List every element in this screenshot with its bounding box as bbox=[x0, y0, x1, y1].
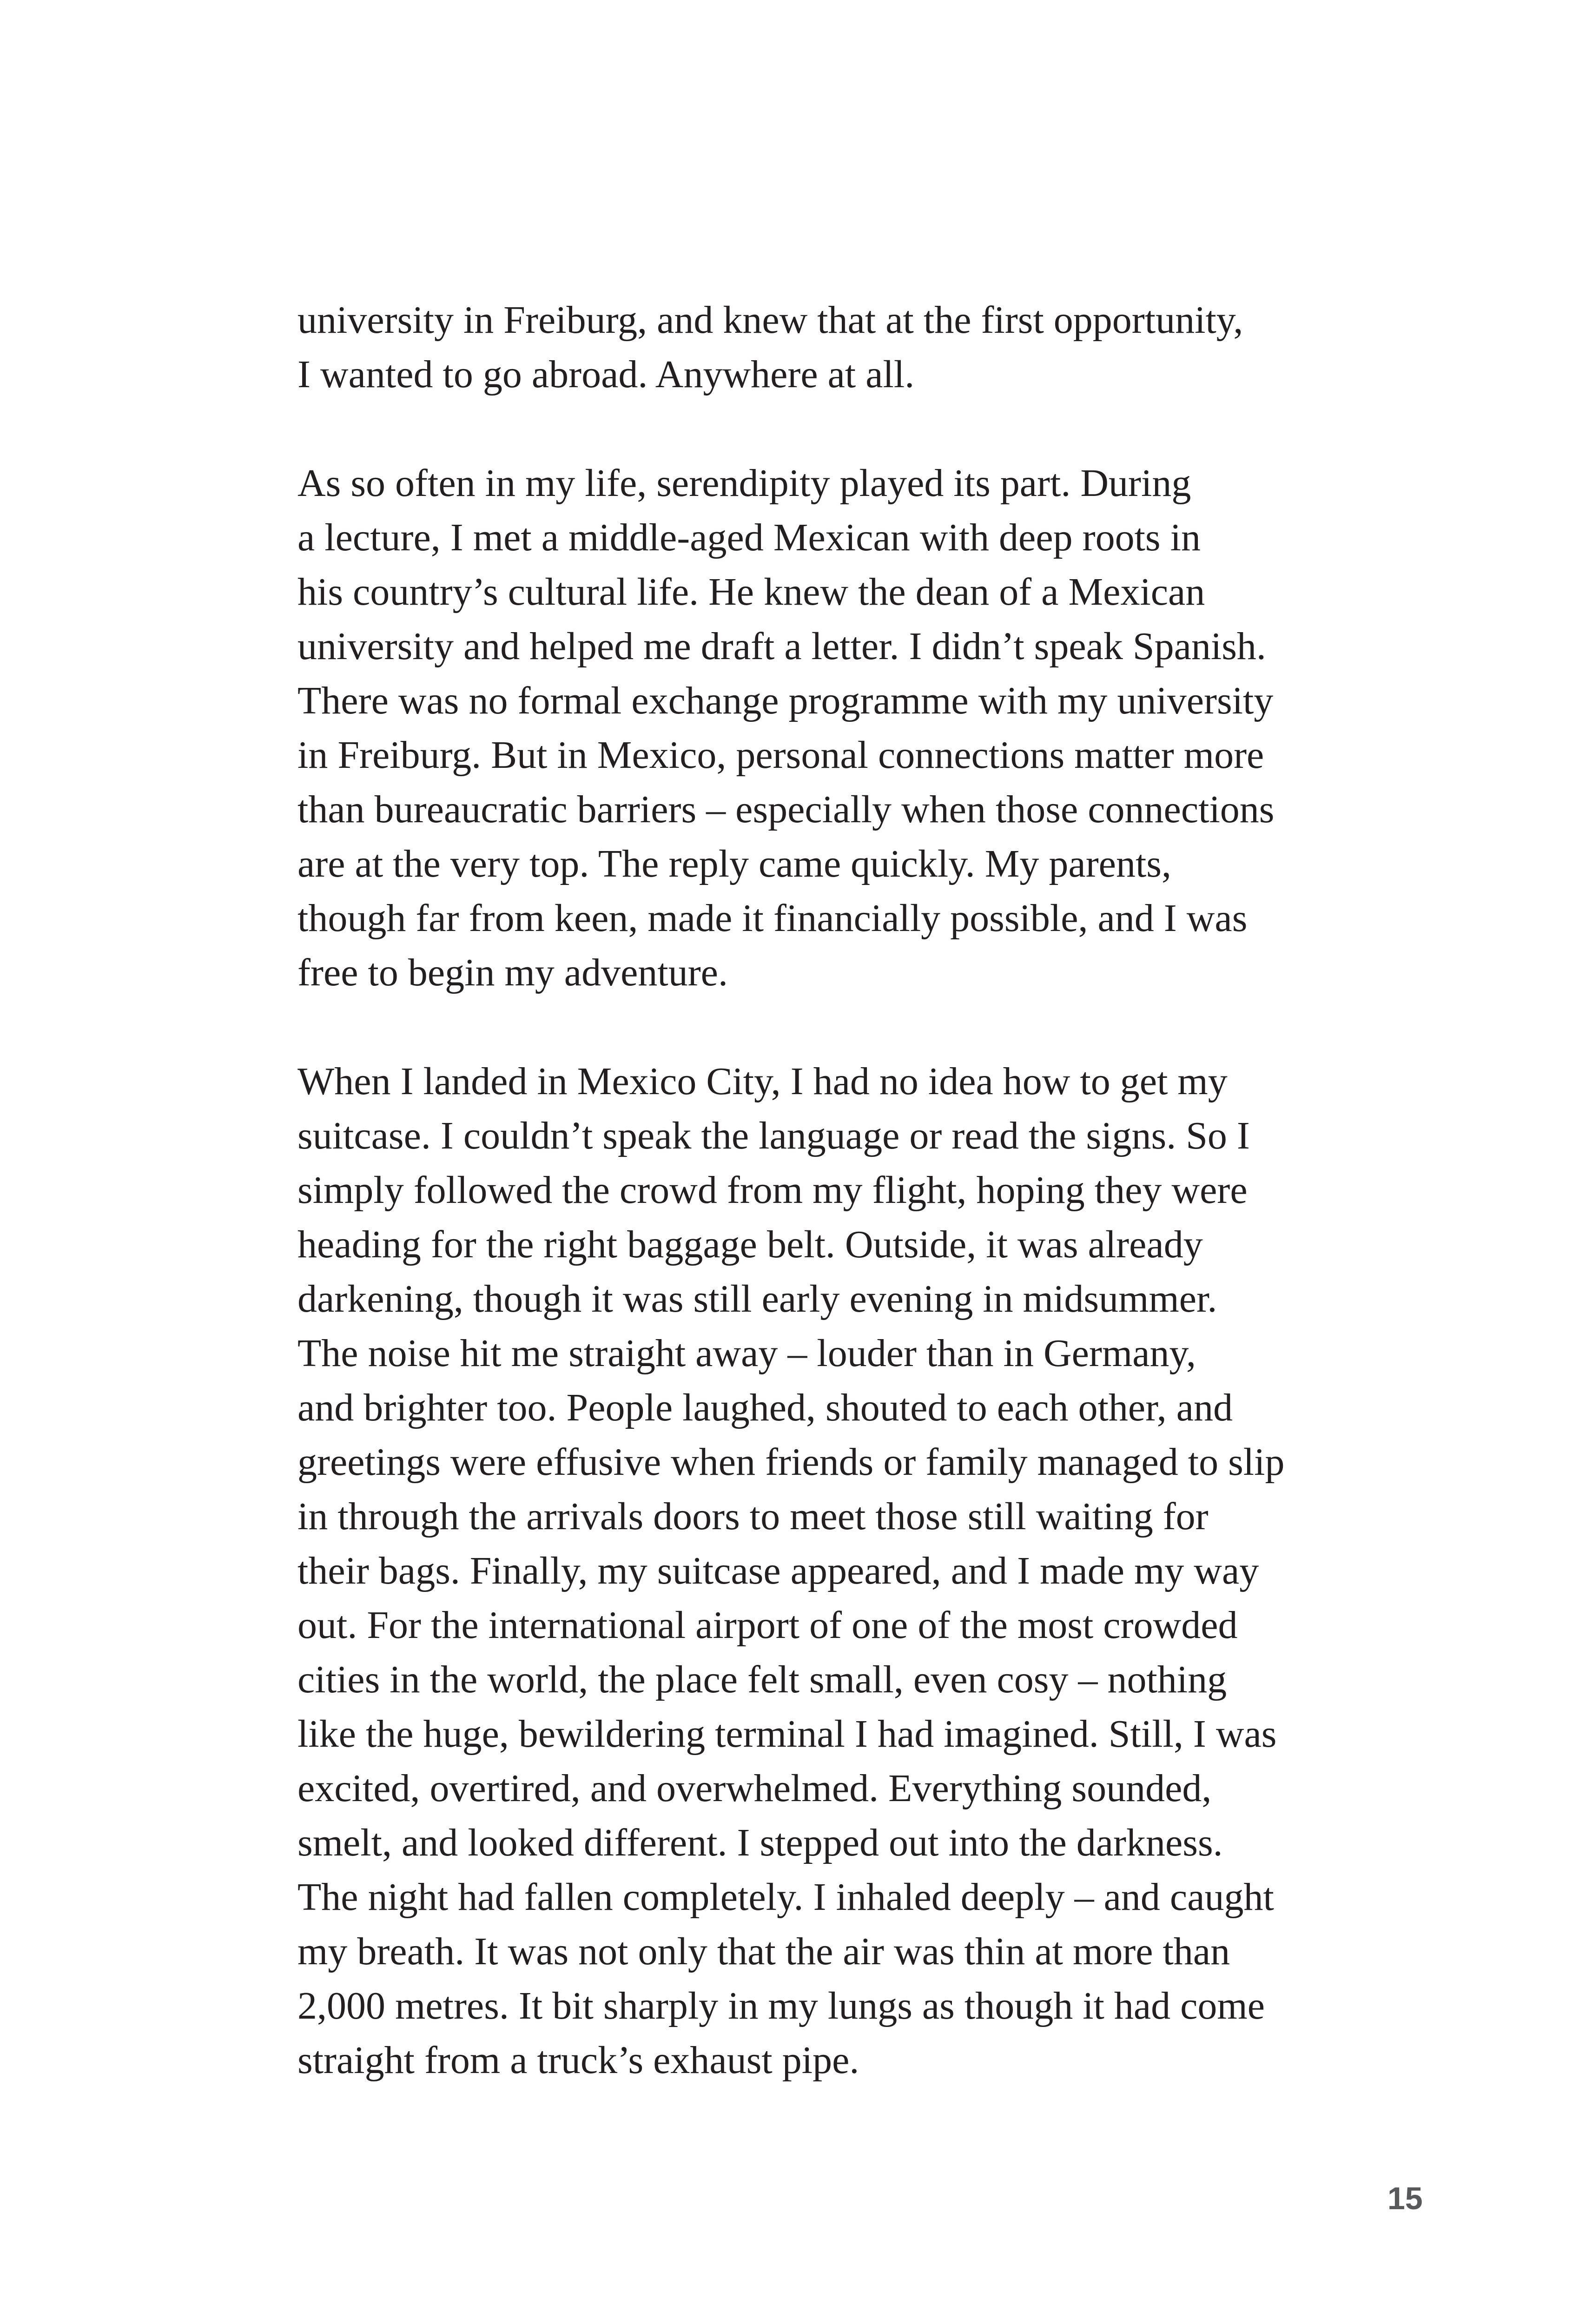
paragraph-2 bbox=[297, 456, 1367, 1000]
text-line: heading for the right baggage belt. Outside, it was already bbox=[297, 1223, 1203, 1266]
text-line: in Freiburg. But in Mexico, personal connections matter more bbox=[297, 733, 1264, 777]
text-line: As so often in my life, serendipity played its part. During bbox=[297, 462, 1191, 505]
page-number: 15 bbox=[1387, 2181, 1423, 2216]
text-line: free to begin my adventure. bbox=[297, 951, 728, 994]
text-line: darkening, though it was still early evening in midsummer. bbox=[297, 1277, 1217, 1320]
text-line: their bags. Finally, my suitcase appeared, and I made my way bbox=[297, 1549, 1259, 1592]
text-line: excited, overtired, and overwhelmed. Everything sounded, bbox=[297, 1767, 1212, 1810]
text-line: university and helped me draft a letter. I didn’t speak Spanish. bbox=[297, 625, 1266, 668]
text-line: out. For the international airport of one of the most crowded bbox=[297, 1604, 1238, 1647]
text-line: suitcase. I couldn’t speak the language or read the signs. So I bbox=[297, 1114, 1250, 1157]
text-line: straight from a truck’s exhaust pipe. bbox=[297, 2039, 859, 2082]
text-line: The noise hit me straight away – louder than in Germany, bbox=[297, 1332, 1196, 1375]
text-line: a lecture, I met a middle-aged Mexican with deep roots in bbox=[297, 516, 1201, 559]
paragraph-gap bbox=[297, 402, 1367, 456]
paragraph-3 bbox=[297, 1054, 1367, 2087]
text-line: 2,000 metres. It bit sharply in my lungs as though it had come bbox=[297, 1984, 1265, 2027]
text-line: There was no formal exchange programme with my university bbox=[297, 679, 1274, 722]
text-line: cities in the world, the place felt small, even cosy – nothing bbox=[297, 1658, 1227, 1701]
text-line: smelt, and looked different. I stepped out into the darkness. bbox=[297, 1821, 1223, 1864]
text-line: like the huge, bewildering terminal I had imagined. Still, I was bbox=[297, 1712, 1277, 1756]
paragraph-gap bbox=[297, 1000, 1367, 1054]
paragraph-1 bbox=[297, 293, 1367, 402]
text-line: I wanted to go abroad. Anywhere at all. bbox=[297, 353, 915, 396]
text-line: though far from keen, made it financially possible, and I was bbox=[297, 897, 1248, 940]
text-line: his country’s cultural life. He knew the dean of a Mexican bbox=[297, 570, 1205, 614]
text-line: and brighter too. People laughed, shouted to each other, and bbox=[297, 1386, 1233, 1429]
text-line: simply followed the crowd from my flight, hoping they were bbox=[297, 1169, 1248, 1212]
text-line: greetings were effusive when friends or family managed to slip bbox=[297, 1440, 1285, 1484]
text-line: my breath. It was not only that the air was thin at more than bbox=[297, 1930, 1230, 1973]
text-line: The night had fallen completely. I inhaled deeply – and caught bbox=[297, 1875, 1274, 1919]
text-line: university in Freiburg, and knew that at the first opportunity, bbox=[297, 298, 1243, 342]
text-line: in through the arrivals doors to meet those still waiting for bbox=[297, 1495, 1209, 1538]
body-text bbox=[297, 293, 1367, 2087]
text-line: When I landed in Mexico City, I had no idea how to get my bbox=[297, 1060, 1228, 1103]
text-line: than bureaucratic barriers – especially when those connections bbox=[297, 788, 1275, 831]
text-line: are at the very top. The reply came quickly. My parents, bbox=[297, 842, 1171, 885]
